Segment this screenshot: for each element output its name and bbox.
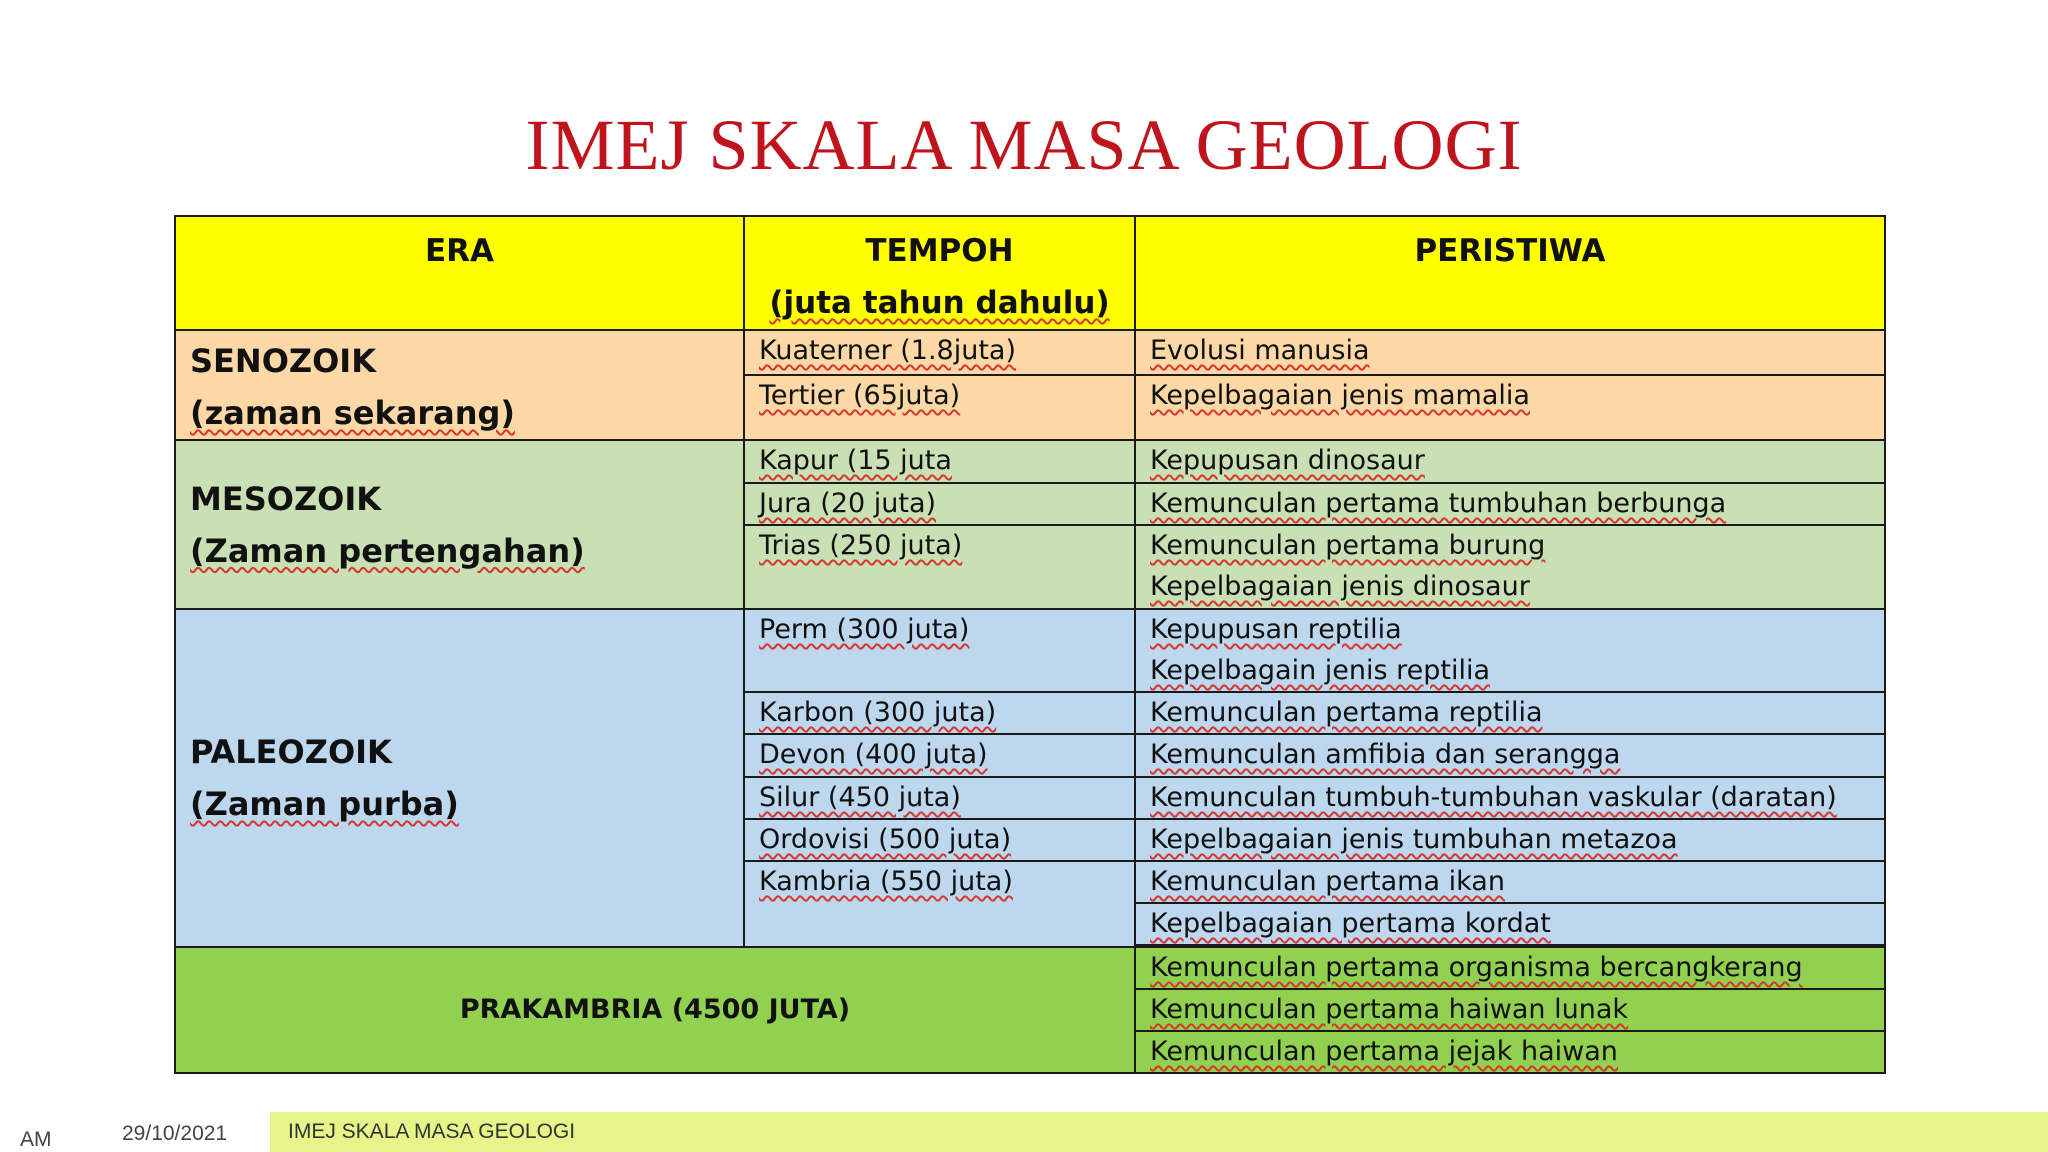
footer-initials: AM [20, 1128, 52, 1151]
era-prakambria: PRAKAMBRIA (4500 JUTA) [175, 947, 1135, 1073]
period-cell: Kuaterner (1.8juta) [744, 330, 1135, 375]
table-row [175, 609, 1885, 651]
footer-date: 29/10/2021 [122, 1122, 228, 1145]
period-cell: Silur (450 juta) [744, 777, 1135, 819]
event-cell: Kepelbagaian jenis dinosaur [1135, 567, 1885, 609]
event-cell: Kepupusan dinosaur [1135, 440, 1885, 483]
table-header-row [175, 216, 1885, 330]
header-peristiwa: PERISTIWA [1135, 216, 1885, 330]
page-title: IMEJ SKALA MASA GEOLOGI [525, 105, 1523, 185]
event-cell: Kemunculan pertama burung [1135, 525, 1885, 567]
event-cell: Kemunculan pertama jejak haiwan [1135, 1031, 1885, 1073]
event-cell: Kepelbagaian jenis mamalia [1135, 375, 1885, 440]
period-cell: Kapur (15 juta [744, 440, 1135, 483]
period-cell: Kambria (550 juta) [744, 861, 1135, 947]
event-cell: Kemunculan pertama tumbuhan berbunga [1135, 483, 1885, 525]
event-cell: Kemunculan pertama organisma bercangkerang [1135, 947, 1885, 989]
era-mesozoik: MESOZOIK (Zaman pertengahan) [175, 440, 744, 609]
event-cell: Kemunculan tumbuh-tumbuhan vaskular (daratan) [1135, 777, 1885, 819]
header-tempoh-sub: (juta tahun dahulu) [769, 285, 1110, 321]
period-cell: Trias (250 juta) [744, 525, 1135, 609]
slide-footer [0, 1112, 2048, 1152]
period-cell: Perm (300 juta) [744, 609, 1135, 692]
period-cell: Jura (20 juta) [744, 483, 1135, 525]
event-cell: Kemunculan pertama haiwan lunak [1135, 989, 1885, 1031]
period-cell: Karbon (300 juta) [744, 692, 1135, 734]
footer-bar [270, 1112, 2048, 1152]
event-cell: Kepelbagain jenis reptilia [1135, 651, 1885, 692]
geologic-time-table [174, 215, 1886, 1074]
era-paleozoik: PALEOZOIK (Zaman purba) [175, 609, 744, 947]
event-cell: Kemunculan pertama reptilia [1135, 692, 1885, 734]
header-tempoh: TEMPOH (juta tahun dahulu) [744, 216, 1135, 330]
event-cell: Kepelbagaian pertama kordat [1135, 903, 1885, 945]
event-cell: Kepupusan reptilia [1135, 609, 1885, 651]
period-cell: Tertier (65juta) [744, 375, 1135, 440]
event-cell: Kemunculan pertama ikan [1135, 861, 1885, 903]
event-cell: Evolusi manusia [1135, 330, 1885, 375]
table-row [175, 947, 1885, 989]
table-row [175, 330, 1885, 375]
event-cell: Kepelbagaian jenis tumbuhan metazoa [1135, 819, 1885, 861]
period-cell: Ordovisi (500 juta) [744, 819, 1135, 861]
footer-title: IMEJ SKALA MASA GEOLOGI [288, 1120, 576, 1143]
event-cell: Kemunculan amfibia dan serangga [1135, 734, 1885, 777]
period-cell: Devon (400 juta) [744, 734, 1135, 777]
header-era: ERA [175, 216, 744, 330]
table-row [175, 440, 1885, 483]
era-senozoik: SENOZOIK (zaman sekarang) [175, 330, 744, 440]
